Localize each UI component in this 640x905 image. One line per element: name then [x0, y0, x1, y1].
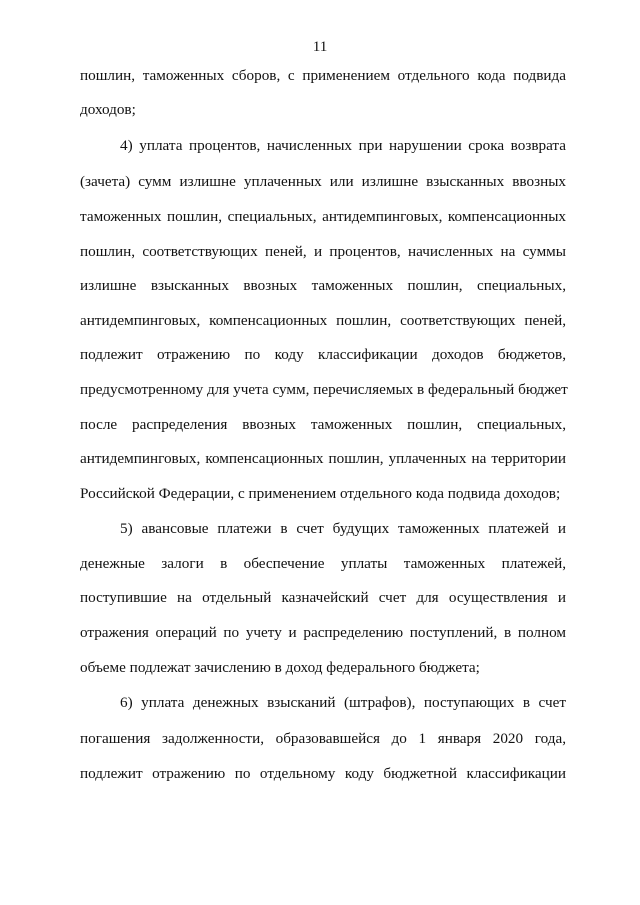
text-line: после распределения ввозных таможенных пошлин, специальных,: [80, 416, 566, 433]
paragraph-start-line: 5) авансовые платежи в счет будущих таможенных платежей и: [120, 520, 566, 537]
page-number: 11: [312, 38, 328, 55]
text-line: излишне взысканных ввозных таможенных пошлин, специальных,: [80, 277, 566, 294]
text-line: денежные залоги в обеспечение уплаты таможенных платежей,: [80, 555, 566, 572]
text-line: таможенных пошлин, специальных, антидемпинговых, компенсационных: [80, 208, 566, 225]
text-line: поступившие на отдельный казначейский счет для осуществления и: [80, 589, 566, 606]
text-line: подлежит отражению по отдельному коду бюджетной классификации: [80, 765, 566, 782]
paragraph-start-line: 6) уплата денежных взысканий (штрафов), поступающих в счет: [120, 694, 566, 711]
text-line: доходов;: [80, 101, 136, 118]
text-line: погашения задолженности, образовавшейся до 1 января 2020 года,: [80, 730, 566, 747]
text-line: (зачета) сумм излишне уплаченных или излишне взысканных ввозных: [80, 173, 566, 190]
text-line: антидемпинговых, компенсационных пошлин, уплаченных на территории: [80, 450, 566, 467]
paragraph-start-line: 4) уплата процентов, начисленных при нарушении срока возврата: [120, 137, 566, 154]
text-line: пошлин, соответствующих пеней, и процентов, начисленных на суммы: [80, 243, 566, 260]
text-line: отражения операций по учету и распределению поступлений, в полном: [80, 624, 566, 641]
text-line: Российской Федерации, с применением отдельного кода подвида доходов;: [80, 485, 561, 502]
text-line: пошлин, таможенных сборов, с применением отдельного кода подвида: [80, 67, 566, 84]
text-line: предусмотренному для учета сумм, перечисляемых в федеральный бюджет: [80, 381, 568, 398]
text-line: подлежит отражению по коду классификации доходов бюджетов,: [80, 346, 566, 363]
text-line: объеме подлежат зачислению в доход федерального бюджета;: [80, 659, 480, 676]
text-line: антидемпинговых, компенсационных пошлин, соответствующих пеней,: [80, 312, 566, 329]
